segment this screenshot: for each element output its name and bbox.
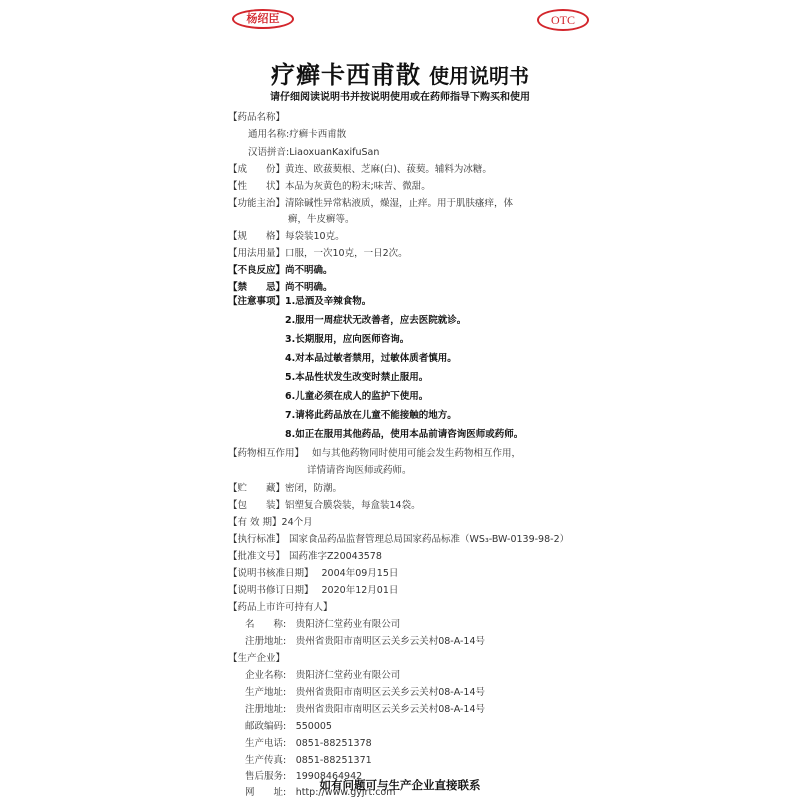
adverse-value: 尚不明确。 bbox=[285, 265, 333, 276]
storage-row bbox=[228, 483, 342, 495]
precaution-item-4: 4.对本品过敏者禁用，过敏体质者慎用。 bbox=[285, 353, 457, 364]
approved-date-value: 2004年09月15日 bbox=[321, 568, 399, 579]
indications-value: 清除碱性异常粘液质，燥湿，止痒。用于肌肤瘙痒，体 bbox=[285, 198, 514, 209]
leaflet-title: 使用说明书 bbox=[429, 64, 529, 88]
ingredients-value: 黄连、欧菝葜根、芝麻(白)、菝葜。辅料为冰糖。 bbox=[285, 164, 492, 175]
standard-row bbox=[228, 534, 569, 546]
revised-date-label: 【说明书修订日期】 bbox=[228, 585, 314, 596]
interaction-row bbox=[228, 448, 521, 460]
precaution-item-7: 7.请将此药品放在儿童不能接触的地方。 bbox=[285, 410, 457, 421]
interaction-label: 【药物相互作用】 bbox=[228, 448, 305, 459]
precaution-item-8: 8.如正在服用其他药品，使用本品前请咨询医师或药师。 bbox=[285, 429, 524, 440]
appearance-row bbox=[228, 181, 431, 193]
indications-label: 【功能主治】 bbox=[228, 198, 286, 209]
storage-value: 密闭，防潮。 bbox=[285, 483, 343, 494]
page-title bbox=[0, 55, 800, 90]
drug-name-heading: 【药品名称】 bbox=[228, 112, 286, 123]
usage-value: 口服，一次10克，一日2次。 bbox=[285, 248, 408, 259]
production-fax: 生产传真: 0851-88251371 bbox=[245, 755, 372, 766]
manufacturer-address: 生产地址: 贵州省贵阳市南明区云关乡云关村08-A-14号 bbox=[245, 687, 486, 698]
brand-logo bbox=[232, 9, 294, 29]
package-row bbox=[228, 500, 421, 512]
package-value: 铝塑复合膜袋装，每盒装14袋。 bbox=[285, 500, 421, 511]
interaction-continuation: 详情请咨询医师或药师。 bbox=[307, 465, 412, 476]
indications-row bbox=[228, 198, 513, 210]
pinyin-name: 汉语拼音:LiaoxuanKaxifuSan bbox=[248, 147, 380, 158]
appearance-label: 【性 状】 bbox=[228, 181, 286, 192]
precaution-item-3: 3.长期服用，应向医师咨询。 bbox=[285, 334, 410, 345]
revised-date-row bbox=[228, 585, 398, 597]
holder-address: 注册地址: 贵州省贵阳市南明区云关乡云关村08-A-14号 bbox=[245, 636, 486, 647]
approval-label: 【批准文号】 bbox=[228, 551, 286, 562]
standard-value: 国家食品药品监督管理总局国家药品标准（WS₃-BW-0139-98-2） bbox=[289, 534, 570, 545]
ingredients-row bbox=[228, 164, 492, 176]
approval-value: 国药准字Z20043578 bbox=[289, 551, 382, 562]
precaution-item-5: 5.本品性状发生改变时禁止服用。 bbox=[285, 372, 429, 383]
precaution-item-2: 2.服用一周症状无改善者，应去医院就诊。 bbox=[285, 315, 467, 326]
approved-date-label: 【说明书核准日期】 bbox=[228, 568, 314, 579]
ingredients-label: 【成 份】 bbox=[228, 164, 286, 175]
contraindications-value: 尚不明确。 bbox=[285, 282, 333, 293]
precaution-item-1: 1.忌酒及辛辣食物。 bbox=[285, 296, 372, 307]
usage-label: 【用法用量】 bbox=[228, 248, 286, 259]
validity-row bbox=[228, 517, 313, 529]
brand-logo-text: 杨绍臣 bbox=[246, 12, 280, 25]
contraindications-row bbox=[228, 282, 333, 294]
manufacturer-heading: 【生产企业】 bbox=[228, 653, 286, 664]
revised-date-value: 2020年12月01日 bbox=[321, 585, 399, 596]
manufacturer-name: 企业名称: 贵阳济仁堂药业有限公司 bbox=[245, 670, 401, 681]
otc-badge bbox=[537, 9, 589, 31]
contraindications-label: 【禁 忌】 bbox=[228, 282, 286, 293]
postcode: 邮政编码: 550005 bbox=[245, 721, 332, 732]
appearance-value: 本品为灰黄色的粉末;味苦、微甜。 bbox=[285, 181, 431, 192]
storage-label: 【贮 藏】 bbox=[228, 483, 286, 494]
usage-row bbox=[228, 248, 408, 260]
package-label: 【包 装】 bbox=[228, 500, 286, 511]
validity-label: 【有 效 期】 bbox=[228, 517, 282, 528]
indications-continuation: 癣，牛皮癣等。 bbox=[288, 214, 355, 225]
approved-date-row bbox=[228, 568, 398, 580]
holder-name: 名 称: 贵阳济仁堂药业有限公司 bbox=[245, 619, 401, 630]
otc-label: OTC bbox=[551, 13, 575, 27]
adverse-label: 【不良反应】 bbox=[228, 265, 286, 276]
generic-name: 通用名称:疗癣卡西甫散 bbox=[248, 129, 347, 140]
spec-value: 每袋装10克。 bbox=[285, 231, 345, 242]
standard-label: 【执行标准】 bbox=[228, 534, 286, 545]
precautions-label: 【注意事项】 bbox=[228, 296, 286, 307]
precaution-item-6: 6.儿童必须在成人的监护下使用。 bbox=[285, 391, 429, 402]
holder-heading: 【药品上市许可持有人】 bbox=[228, 602, 333, 613]
website: 网 址: http://www.gyjrt.com bbox=[245, 787, 396, 798]
service-phone: 售后服务: 19908464942 bbox=[245, 771, 363, 782]
spec-row bbox=[228, 231, 345, 243]
validity-value: 24个月 bbox=[281, 517, 313, 528]
reading-instruction: 请仔细阅读说明书并按说明使用或在药师指导下购买和使用 bbox=[270, 92, 530, 103]
footer-note: 如有问题可与生产企业直接联系 bbox=[319, 778, 481, 792]
adverse-row bbox=[228, 265, 333, 277]
production-phone: 生产电话: 0851-88251378 bbox=[245, 738, 372, 749]
spec-label: 【规 格】 bbox=[228, 231, 286, 242]
manufacturer-reg-address: 注册地址: 贵州省贵阳市南明区云关乡云关村08-A-14号 bbox=[245, 704, 486, 715]
approval-row bbox=[228, 551, 382, 563]
drug-title: 疗癣卡西甫散 bbox=[271, 61, 421, 89]
interaction-value: 如与其他药物同时使用可能会发生药物相互作用， bbox=[312, 448, 522, 459]
